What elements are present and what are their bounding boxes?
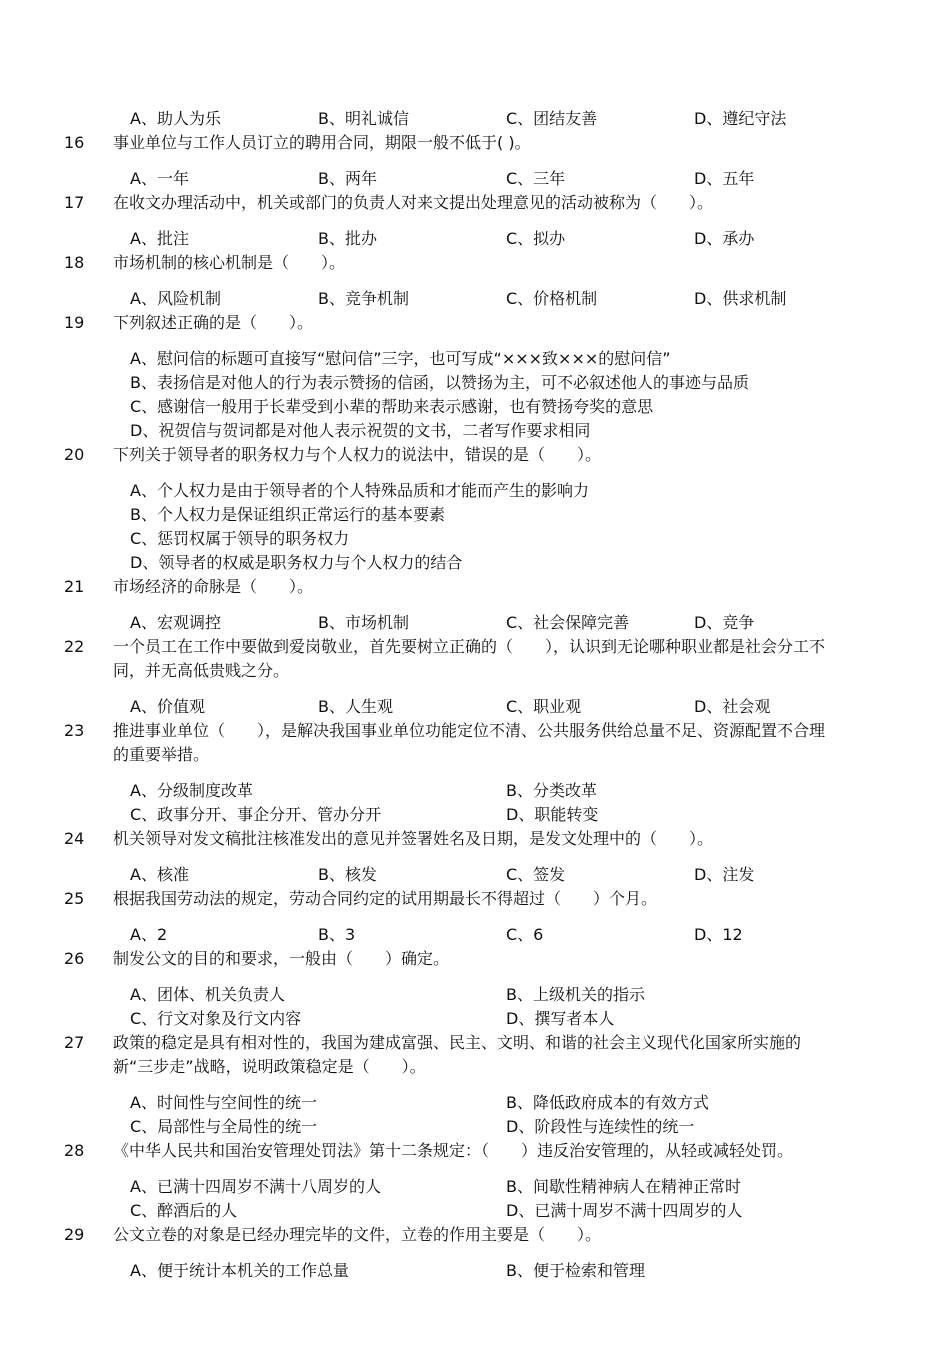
question-number: 27 xyxy=(64,1033,85,1052)
option-b: B、3 xyxy=(318,925,356,944)
question-text-line-2: 新“三步走”战略，说明政策稳定是（ ）。 xyxy=(113,1057,426,1076)
option-c: C、拟办 xyxy=(506,229,566,248)
option-b: B、明礼诚信 xyxy=(318,109,409,128)
option-a: A、批注 xyxy=(130,229,189,248)
question-text: 《中华人民共和国治安管理处罚法》第十二条规定：（ ）违反治安管理的，从轻或减轻处罚。 xyxy=(113,1141,794,1160)
option-a: A、慰问信的标题可直接写“慰问信”三字，也可写成“×××致×××的慰问信” xyxy=(130,349,671,368)
question-text: 事业单位与工作人员订立的聘用合同，期限一般不低于( )。 xyxy=(113,133,531,152)
option-d: D、注发 xyxy=(694,865,755,884)
option-b: B、竞争机制 xyxy=(318,289,409,308)
option-d: D、社会观 xyxy=(694,697,771,716)
option-c: C、签发 xyxy=(506,865,566,884)
option-c: C、6 xyxy=(506,925,544,944)
option-c: C、团结友善 xyxy=(506,109,598,128)
option-b: B、市场机制 xyxy=(318,613,409,632)
option-c: C、行文对象及行文内容 xyxy=(130,1009,302,1028)
option-c: C、醉酒后的人 xyxy=(130,1201,238,1220)
question-number: 19 xyxy=(64,313,85,332)
option-b: B、核发 xyxy=(318,865,377,884)
option-d: D、承办 xyxy=(694,229,755,248)
question-number: 21 xyxy=(64,577,85,596)
option-d: D、撰写者本人 xyxy=(506,1009,615,1028)
option-b: B、降低政府成本的有效方式 xyxy=(506,1093,709,1112)
question-text: 公文立卷的对象是已经办理完毕的文件，立卷的作用主要是（ ）。 xyxy=(113,1225,602,1244)
option-d: D、遵纪守法 xyxy=(694,109,787,128)
option-d: D、职能转变 xyxy=(506,805,599,824)
option-d: D、阶段性与连续性的统一 xyxy=(506,1117,695,1136)
option-a: A、价值观 xyxy=(130,697,205,716)
option-c: C、惩罚权属于领导的职务权力 xyxy=(130,529,350,548)
question-text-line-1: 一个员工在工作中要做到爱岗敬业，首先要树立正确的（ ），认识到无论哪种职业都是社会分工不 xyxy=(113,637,826,656)
question-text: 制发公文的目的和要求，一般由（ ）确定。 xyxy=(113,949,450,968)
option-d: D、领导者的权威是职务权力与个人权力的结合 xyxy=(130,553,463,572)
option-b: B、人生观 xyxy=(318,697,393,716)
option-a: A、风险机制 xyxy=(130,289,221,308)
question-number: 26 xyxy=(64,949,85,968)
option-d: D、供求机制 xyxy=(694,289,787,308)
option-d: D、五年 xyxy=(694,169,755,188)
option-a: A、宏观调控 xyxy=(130,613,221,632)
option-c: C、感谢信一般用于长辈受到小辈的帮助来表示感谢，也有赞扬夸奖的意思 xyxy=(130,397,654,416)
question-number: 29 xyxy=(64,1225,85,1244)
question-number: 24 xyxy=(64,829,85,848)
question-text: 下列关于领导者的职务权力与个人权力的说法中，错误的是（ ）。 xyxy=(113,445,602,464)
option-a: A、分级制度改革 xyxy=(130,781,253,800)
option-a: A、便于统计本机关的工作总量 xyxy=(130,1261,349,1280)
option-c: C、价格机制 xyxy=(506,289,598,308)
question-text: 下列叙述正确的是（ ）。 xyxy=(113,313,314,332)
question-text: 市场经济的命脉是（ ）。 xyxy=(113,577,314,596)
option-d: D、祝贺信与贺词都是对他人表示祝贺的文书，二者写作要求相同 xyxy=(130,421,591,440)
question-number: 28 xyxy=(64,1141,85,1160)
option-c: C、职业观 xyxy=(506,697,582,716)
option-a: A、已满十四周岁不满十八周岁的人 xyxy=(130,1177,381,1196)
option-a: A、助人为乐 xyxy=(130,109,221,128)
question-number: 22 xyxy=(64,637,85,656)
option-c: C、社会保障完善 xyxy=(506,613,630,632)
question-text-line-2: 的重要举措。 xyxy=(113,745,210,764)
option-b: B、便于检索和管理 xyxy=(506,1261,645,1280)
option-b: B、分类改革 xyxy=(506,781,597,800)
option-a: A、时间性与空间性的统一 xyxy=(130,1093,317,1112)
question-text-line-2: 同，并无高低贵贱之分。 xyxy=(113,661,290,680)
option-b: B、间歇性精神病人在精神正常时 xyxy=(506,1177,741,1196)
question-number: 17 xyxy=(64,193,85,212)
question-number: 23 xyxy=(64,721,85,740)
question-text-line-1: 推进事业单位（ ），是解决我国事业单位功能定位不清、公共服务供给总量不足、资源配置不合理 xyxy=(113,721,826,740)
option-d: D、已满十周岁不满十四周岁的人 xyxy=(506,1201,743,1220)
option-b: B、表扬信是对他人的行为表示赞扬的信函，以赞扬为主，可不必叙述他人的事迹与品质 xyxy=(130,373,749,392)
question-text: 根据我国劳动法的规定，劳动合同约定的试用期最长不得超过（ ）个月。 xyxy=(113,889,658,908)
question-text: 在收文办理活动中，机关或部门的负责人对来文提出处理意见的活动被称为（ ）。 xyxy=(113,193,714,212)
option-b: B、批办 xyxy=(318,229,377,248)
question-number: 16 xyxy=(64,133,85,152)
option-b: B、上级机关的指示 xyxy=(506,985,645,1004)
option-c: C、政事分开、事企分开、管办分开 xyxy=(130,805,382,824)
option-d: D、12 xyxy=(694,925,743,944)
option-c: C、三年 xyxy=(506,169,566,188)
option-b: B、两年 xyxy=(318,169,377,188)
question-text: 机关领导对发文稿批注核准发出的意见并签署姓名及日期，是发文处理中的（ ）。 xyxy=(113,829,714,848)
question-number: 25 xyxy=(64,889,85,908)
question-text-line-1: 政策的稳定是具有相对性的，我国为建成富强、民主、文明、和谐的社会主义现代化国家所实施的 xyxy=(113,1033,802,1052)
option-a: A、个人权力是由于领导者的个人特殊品质和才能而产生的影响力 xyxy=(130,481,589,500)
question-number: 20 xyxy=(64,445,85,464)
question-text: 市场机制的核心机制是（ ）。 xyxy=(113,253,346,272)
option-c: C、局部性与全局性的统一 xyxy=(130,1117,318,1136)
option-b: B、个人权力是保证组织正常运行的基本要素 xyxy=(130,505,445,524)
option-a: A、团体、机关负责人 xyxy=(130,985,285,1004)
option-d: D、竞争 xyxy=(694,613,755,632)
option-a: A、2 xyxy=(130,925,168,944)
option-a: A、核准 xyxy=(130,865,189,884)
question-number: 18 xyxy=(64,253,85,272)
option-a: A、一年 xyxy=(130,169,189,188)
